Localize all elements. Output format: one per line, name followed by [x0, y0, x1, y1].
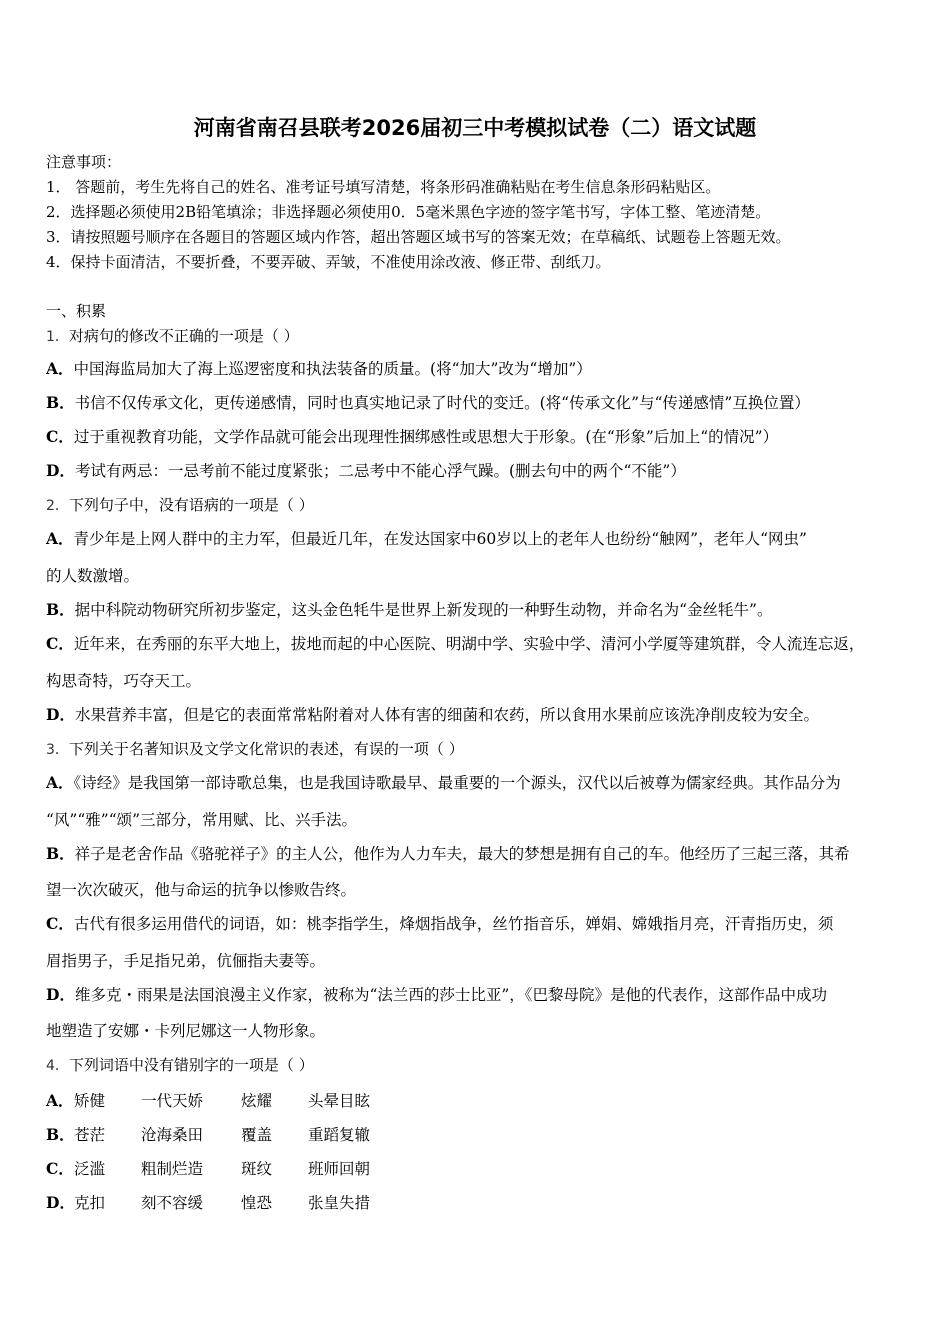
- question-1-option-b: [46, 393, 810, 413]
- option-text: 维多克・雨果是法国浪漫主义作家，被称为“法兰西的莎士比亚”，《巴黎母院》是他的代表作，这部作品中成功: [74, 986, 828, 1004]
- question-text: 下列词语中没有错别字的一项是（ ）: [68, 1056, 314, 1074]
- option-label: B．: [46, 393, 75, 412]
- question-number: 3．: [46, 742, 69, 758]
- option-label: C．: [46, 1159, 74, 1178]
- question-3-option-d-cont: 地塑造了安娜・卡列尼娜这一人物形象。: [46, 1022, 326, 1040]
- option-label: A．: [46, 359, 74, 378]
- word: 苍茫: [74, 1126, 106, 1144]
- question-2-option-b: [46, 600, 772, 620]
- question-3-option-a: [46, 773, 841, 793]
- question-2-option-a: [46, 529, 807, 549]
- notice-item-4: 4．保持卡面清洁，不要折叠，不要弄破、弄皱，不准使用涂改液、修正带、刮纸刀。: [46, 253, 611, 271]
- question-1-option-c: [46, 427, 778, 447]
- question-3-option-c-cont: 眉指男子，手足指兄弟，伉俪指夫妻等。: [46, 952, 326, 970]
- question-text: 下列句子中，没有语病的一项是（ ）: [68, 496, 314, 514]
- option-label: C．: [46, 634, 74, 653]
- word: 炫耀: [241, 1092, 273, 1110]
- question-text: 对病句的修改不正确的一项是（ ）: [68, 327, 299, 345]
- question-4-stem: [46, 1055, 314, 1076]
- question-2-stem: [46, 495, 314, 516]
- word: 克扣: [74, 1194, 106, 1212]
- word: 班师回朝: [308, 1160, 371, 1178]
- notice-item-3: 3．请按照题号顺序在各题目的答题区域内作答，超出答题区域书写的答案无效；在草稿纸、试题卷上答题无效。: [46, 228, 791, 246]
- section-heading: 一、积累: [46, 302, 107, 320]
- option-text: 近年来，在秀丽的东平大地上，拔地而起的中心医院、明湖中学、实验中学、清河小学厦等建筑群，令人流连忘返，: [73, 635, 865, 653]
- option-text: 书信不仅传承文化，更传递感情，同时也真实地记录了时代的变迁。(将“传承文化”与“传递感情”互换位置）: [74, 394, 810, 412]
- word: 惶恐: [241, 1194, 273, 1212]
- word: 重蹈复辙: [308, 1126, 371, 1144]
- option-label: D．: [46, 1193, 75, 1212]
- option-label: C．: [46, 427, 74, 446]
- question-3-stem: [46, 739, 464, 760]
- word: 粗制烂造: [141, 1160, 204, 1178]
- question-3-option-b: [46, 844, 850, 864]
- option-text: 祥子是老舍作品《骆驼祥子》的主人公，他作为人力车夫，最大的梦想是拥有自己的车。他经历了三起三落，其希: [74, 845, 850, 863]
- word: 一代天娇: [141, 1092, 204, 1110]
- question-3-option-b-cont: 望一次次破灭，他与命运的抗争以惨败告终。: [46, 881, 357, 899]
- word: 覆盖: [241, 1126, 273, 1144]
- question-number: 2．: [46, 498, 69, 514]
- question-3-option-c: [46, 914, 833, 934]
- option-text: 《诗经》是我国第一部诗歌总集，也是我国诗歌最早、最重要的一个源头，汉代以后被尊为儒家经典。其作品分为: [73, 774, 841, 792]
- option-label: D．: [46, 705, 75, 724]
- option-text: 古代有很多运用借代的词语，如：桃李指学生，烽烟指战争，丝竹指音乐，婵娟、嫦娥指月亮，汗青指历史，须: [73, 915, 834, 933]
- option-text: 青少年是上网人群中的主力军，但最近几年，在发达国家中60岁以上的老年人也纷纷“触网”，老年人“网虫”: [73, 530, 807, 548]
- word: 矫健: [74, 1092, 106, 1110]
- word: 张皇失措: [308, 1194, 371, 1212]
- notice-heading: 注意事项：: [46, 153, 122, 171]
- option-text: 水果营养丰富，但是它的表面常常粘附着对人体有害的细菌和农药，所以食用水果前应该洗净削皮较为安全。: [74, 706, 819, 724]
- option-label: A．: [46, 773, 74, 792]
- notice-item-2: 2．选择题必须使用2B铅笔填涂；非选择题必须使用0．5毫米黑色字迹的签字笔书写，字体工整、笔迹清楚。: [46, 203, 771, 221]
- option-label: B．: [46, 600, 75, 619]
- word: 泛滥: [74, 1160, 106, 1178]
- question-1-option-d: [46, 461, 686, 481]
- question-2-option-d: [46, 705, 819, 725]
- word: 刻不容缓: [141, 1194, 204, 1212]
- option-label: B．: [46, 1125, 75, 1144]
- option-text: 据中科院动物研究所初步鉴定，这头金色牦牛是世界上新发现的一种野生动物，并命名为“金丝牦牛”。: [74, 601, 773, 619]
- notice-item-1: 1． 答题前，考生先将自己的姓名、准考证号填写清楚，将条形码准确粘贴在考生信息条形码粘贴区。: [46, 178, 721, 196]
- question-3-option-d: [46, 985, 827, 1005]
- question-1-option-a: [46, 359, 592, 379]
- option-label: C．: [46, 914, 74, 933]
- question-3-option-a-cont: “风”“雅”“颂”三部分，常用赋、比、兴手法。: [46, 811, 358, 829]
- exam-title: 河南省南召县联考2026届初三中考模拟试卷（二）语文试题: [193, 116, 757, 140]
- option-text: 中国海监局加大了海上巡逻密度和执法装备的质量。(将“加大”改为“增加”）: [73, 360, 592, 378]
- question-number: 4．: [46, 1058, 69, 1074]
- option-label: D．: [46, 985, 75, 1004]
- option-text: 考试有两忌：一忌考前不能过度紧张；二忌考中不能心浮气躁。(删去句中的两个“不能”）: [74, 462, 686, 480]
- question-2-option-a-cont: 的人数激增。: [46, 567, 140, 585]
- question-text: 下列关于名著知识及文学文化常识的表述，有误的一项（ ）: [68, 740, 464, 758]
- question-2-option-c-cont: 构思奇特，巧夺天工。: [46, 672, 202, 690]
- question-1-stem: [46, 326, 299, 347]
- question-2-option-c: [46, 634, 864, 654]
- option-label: A．: [46, 529, 74, 548]
- word: 头晕目眩: [308, 1092, 371, 1110]
- word: 斑纹: [241, 1160, 273, 1178]
- option-label: B．: [46, 844, 75, 863]
- option-label: A．: [46, 1091, 74, 1110]
- option-label: D．: [46, 461, 75, 480]
- question-number: 1．: [46, 329, 69, 345]
- word: 沧海桑田: [141, 1126, 204, 1144]
- option-text: 过于重视教育功能，文学作品就可能会出现理性捆绑感性或思想大于形象。(在“形象”后加上“的情况”）: [73, 428, 779, 446]
